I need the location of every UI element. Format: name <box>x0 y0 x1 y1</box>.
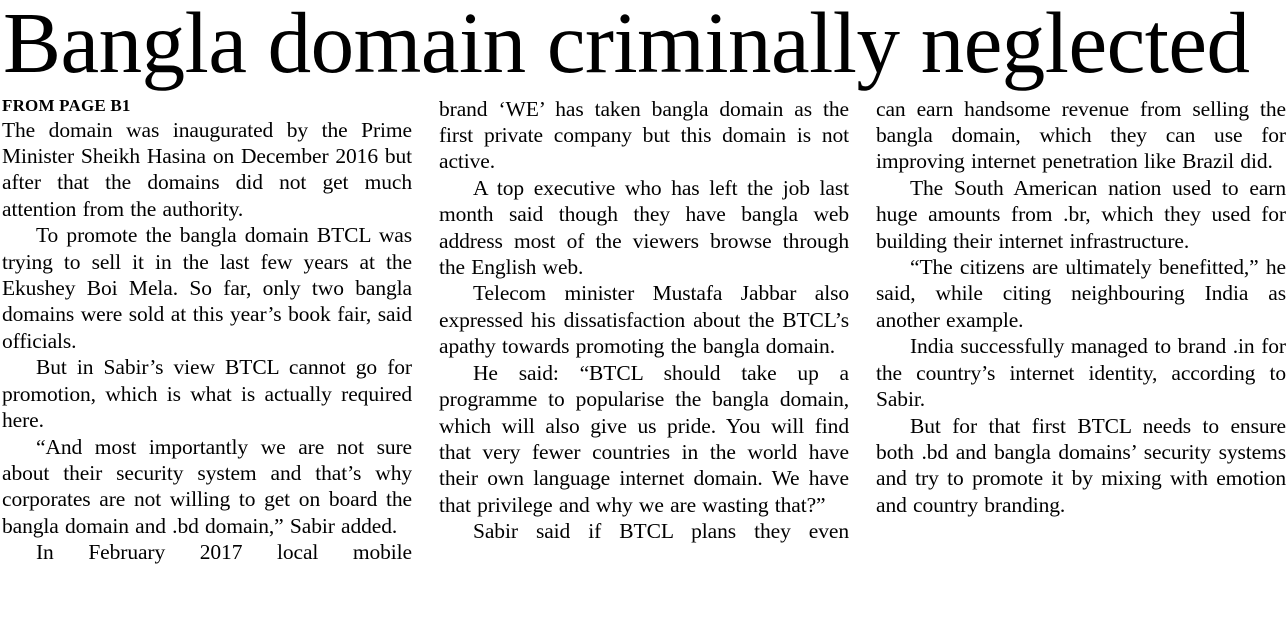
paragraph: In February 2017 local mobile <box>36 540 412 565</box>
column-1-paragraphs <box>2 117 412 566</box>
paragraph: To promote the bangla domain BTCL was trying to sell it in the last few years at the Ekushey Boi Mela. So far, only two bangla domains were sold at this year’s book fair, said officials. <box>2 223 412 353</box>
article-body <box>0 96 1286 628</box>
paragraph: But for that first BTCL needs to ensure both .bd and bangla domains’ security systems and try to promote it by mixing with emotion and country branding. <box>876 413 1286 517</box>
paragraph: Sabir said if BTCL plans they even <box>473 519 849 544</box>
paragraph: can earn handsome revenue from selling the bangla domain, which they can use for improving internet penetration like Brazil did. <box>876 96 1286 174</box>
column-3-paragraphs <box>876 96 1286 519</box>
article-headline: Bangla domain criminally neglected <box>3 0 1250 91</box>
paragraph: He said: “BTCL should take up a programme to popularise the bangla domain, which will also give us pride. You will find that very fewer countries in the world have their own language internet domain. We have that privilege and why we are wasting that?” <box>439 360 849 517</box>
paragraph: The domain was inaugurated by the Prime Minister Sheikh Hasina on December 2016 but after that the domains did not get much attention from the authority. <box>2 117 412 221</box>
continued-from-note: FROM PAGE B1 <box>2 95 131 115</box>
paragraph: brand ‘WE’ has taken bangla domain as the first private company but this domain is not active. <box>439 96 849 174</box>
article-column-3 <box>876 96 1286 628</box>
paragraph: A top executive who has left the job last month said though they have bangla web address most of the viewers browse through the English web. <box>439 175 849 280</box>
paragraph: Telecom minister Mustafa Jabbar also expressed his dissatisfaction about the BTCL’s apathy towards promoting the bangla domain. <box>439 281 849 359</box>
paragraph: “The citizens are ultimately benefitted,” he said, while citing neighbouring India as another example. <box>876 255 1286 332</box>
paragraph: India successfully managed to brand .in for the country’s internet identity, according to Sabir. <box>876 334 1286 412</box>
article-column-1 <box>2 96 412 628</box>
column-2-paragraphs <box>439 96 849 545</box>
article-column-2 <box>439 96 849 628</box>
paragraph: The South American nation used to earn huge amounts from .br, which they used for building their internet infrastructure. <box>876 175 1286 253</box>
paragraph: But in Sabir’s view BTCL cannot go for promotion, which is what is actually required here. <box>2 355 412 433</box>
paragraph: “And most importantly we are not sure about their security system and that’s why corporates are not willing to get on board the bangla domain and .bd domain,” Sabir added. <box>2 434 412 538</box>
